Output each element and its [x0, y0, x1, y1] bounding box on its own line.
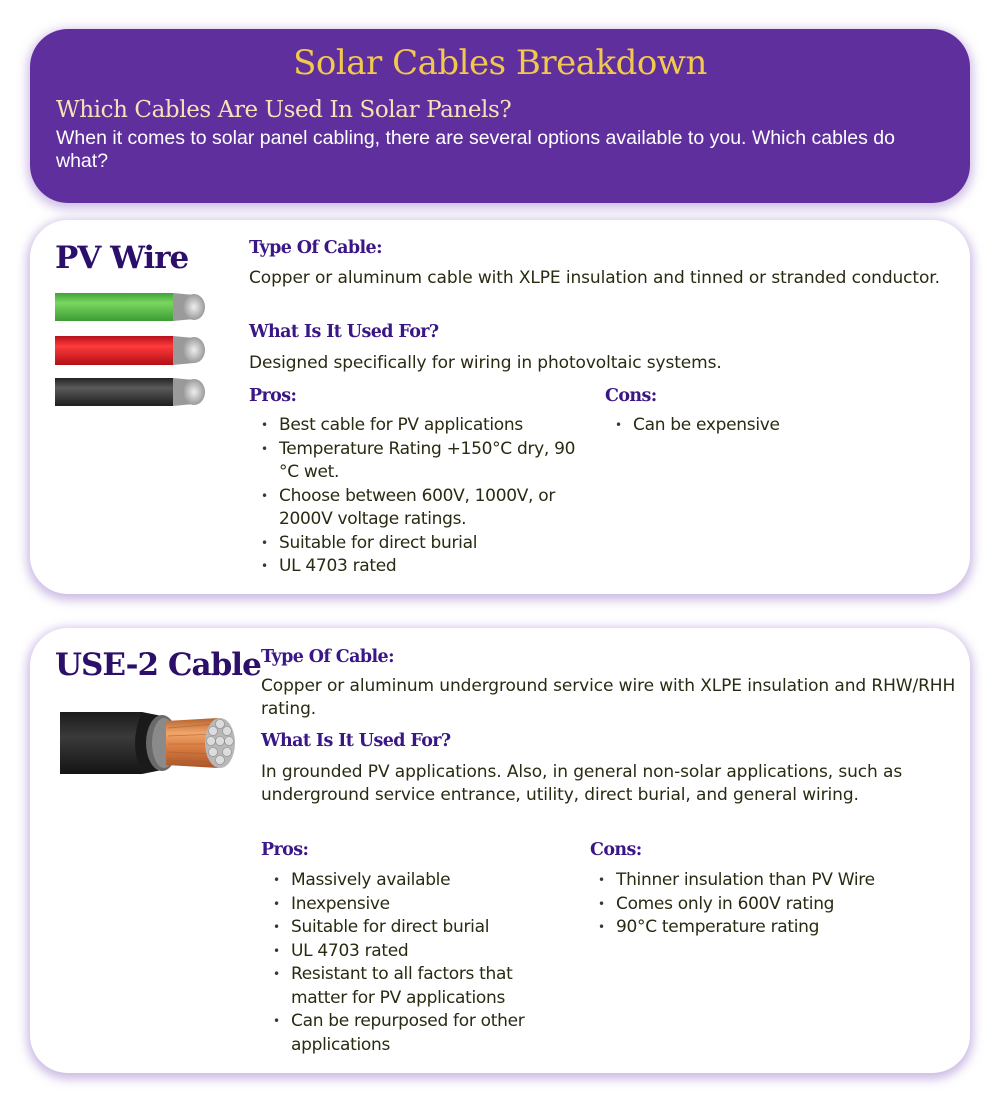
type-of-cable-text: Copper or aluminum underground service wire with XLPE insulation and RHW/RHH rating. [261, 676, 956, 719]
pros-heading: Pros: [249, 386, 297, 406]
pv-wire-three-colored-cables-icon [54, 290, 214, 410]
pros-item: • Suitable for direct burial [263, 916, 563, 940]
page-description: When it comes to solar panel cabling, there are several options available to you. Which cables do what? [56, 127, 895, 172]
use2-cable-card [30, 628, 970, 1073]
pros-item: • Massively available [263, 869, 563, 893]
cons-item: • 90°C temperature rating [588, 916, 948, 940]
pros-heading: Pros: [261, 840, 309, 860]
cons-item: • Thinner insulation than PV Wire [588, 869, 948, 893]
pv-wire-card [30, 220, 970, 594]
pros-list [263, 869, 563, 1057]
card-title: USE-2 Cable [55, 647, 261, 683]
used-for-heading: What Is It Used For? [261, 731, 451, 751]
type-of-cable-heading: Type Of Cable: [261, 647, 394, 667]
used-for-heading: What Is It Used For? [249, 322, 439, 342]
pros-item: • Resistant to all factors that matter for PV applications [263, 963, 563, 1010]
pros-item: • Can be repurposed for other applications [263, 1010, 563, 1057]
use2-copper-cable-cross-section-icon [58, 704, 243, 784]
pros-item: • UL 4703 rated [263, 940, 563, 964]
cons-item: • Comes only in 600V rating [588, 893, 948, 917]
pros-item: • Choose between 600V, 1000V, or 2000V voltage ratings. [251, 485, 581, 532]
pros-item: • UL 4703 rated [251, 555, 581, 579]
header-banner [30, 29, 970, 203]
cons-heading: Cons: [605, 386, 657, 406]
type-of-cable-text: Copper or aluminum cable with XLPE insulation and tinned or stranded conductor. [249, 268, 940, 288]
pros-list [251, 414, 581, 579]
cons-item: • Can be expensive [605, 414, 935, 438]
used-for-text: Designed specifically for wiring in photovoltaic systems. [249, 353, 722, 373]
cons-list [605, 414, 935, 438]
page-subtitle: Which Cables Are Used In Solar Panels? [56, 97, 512, 123]
pros-item: • Inexpensive [263, 893, 563, 917]
cons-heading: Cons: [590, 840, 642, 860]
used-for-text: In grounded PV applications. Also, in general non-solar applications, such as underground service entrance, utility, direct burial, and general wiring. [261, 762, 903, 805]
pros-item: • Temperature Rating +150°C dry, 90 °C wet. [251, 438, 581, 485]
type-of-cable-heading: Type Of Cable: [249, 238, 382, 258]
page-title: Solar Cables Breakdown [293, 43, 707, 83]
card-title: PV Wire [55, 240, 189, 276]
cons-list [588, 869, 948, 940]
pros-item: • Suitable for direct burial [251, 532, 581, 556]
pros-item: • Best cable for PV applications [251, 414, 581, 438]
